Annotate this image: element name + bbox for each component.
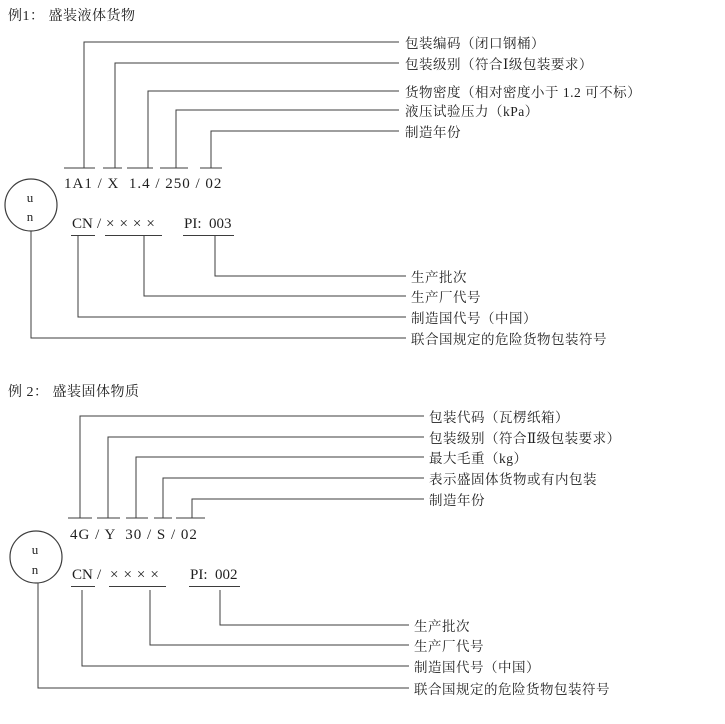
un-symbol-letter-u-example2: u	[31, 542, 39, 557]
example2-title: 例 2： 盛装固体物质	[8, 385, 140, 400]
example1-top-leader-lines	[64, 42, 399, 168]
example1-reg-slash: /	[97, 216, 102, 232]
example1-title: 例1： 盛装液体货物	[8, 9, 136, 24]
example2-label-production-batch: 生产批次	[414, 619, 470, 634]
example1-label-country-code: 制造国代号（中国）	[411, 311, 537, 326]
example2-factory-code: ××××	[109, 567, 166, 587]
example2-label-packaging-code: 包装代码（瓦楞纸箱）	[429, 410, 569, 425]
example1-country-code: CN	[71, 216, 95, 236]
un-symbol-letter-u-example1: u	[26, 190, 34, 205]
example1-batch-code: PI: 003	[183, 216, 234, 236]
example2-bottom-leader-lines	[38, 583, 409, 688]
example2-marking-code: 4G / Y 30 / S / 02	[70, 527, 198, 543]
example1-label-packaging-code: 包装编码（闭口钢桶）	[405, 36, 545, 51]
example2-reg-slash: /	[97, 567, 102, 583]
example2-top-leader-lines	[68, 416, 424, 518]
example2-label-factory-code: 生产厂代号	[414, 639, 484, 654]
example1-label-un-symbol: 联合国规定的危险货物包装符号	[411, 332, 607, 347]
example1-marking-code: 1A1 / X 1.4 / 250 / 02	[64, 176, 223, 192]
example1-label-packaging-grade: 包装级别（符合Ⅰ级包装要求）	[405, 57, 593, 72]
example2-label-solid-goods: 表示盛固体货物或有内包装	[429, 472, 597, 487]
example2-label-country-code: 制造国代号（中国）	[414, 660, 540, 675]
example1-label-factory-code: 生产厂代号	[411, 290, 481, 305]
example2-batch-code: PI: 002	[189, 567, 240, 587]
example1-label-test-pressure: 液压试验压力（kPa）	[405, 104, 539, 119]
example1-label-manufacture-year: 制造年份	[405, 125, 461, 140]
example2-label-manufacture-year: 制造年份	[429, 493, 485, 508]
example2-label-packaging-grade: 包装级别（符合Ⅱ级包装要求）	[429, 431, 621, 446]
un-symbol-letter-n-example2: n	[31, 562, 39, 577]
example1-factory-code: ××××	[105, 216, 162, 236]
example2-label-max-gross-weight: 最大毛重（kg）	[429, 451, 528, 466]
un-symbol-letter-n-example1: n	[26, 209, 34, 224]
example2-label-un-symbol: 联合国规定的危险货物包装符号	[414, 682, 610, 697]
example1-label-production-batch: 生产批次	[411, 270, 467, 285]
example1-label-cargo-density: 货物密度（相对密度小于 1.2 可不标）	[405, 85, 642, 100]
example2-country-code: CN	[71, 567, 95, 587]
example1-bottom-leader-lines	[31, 231, 406, 338]
